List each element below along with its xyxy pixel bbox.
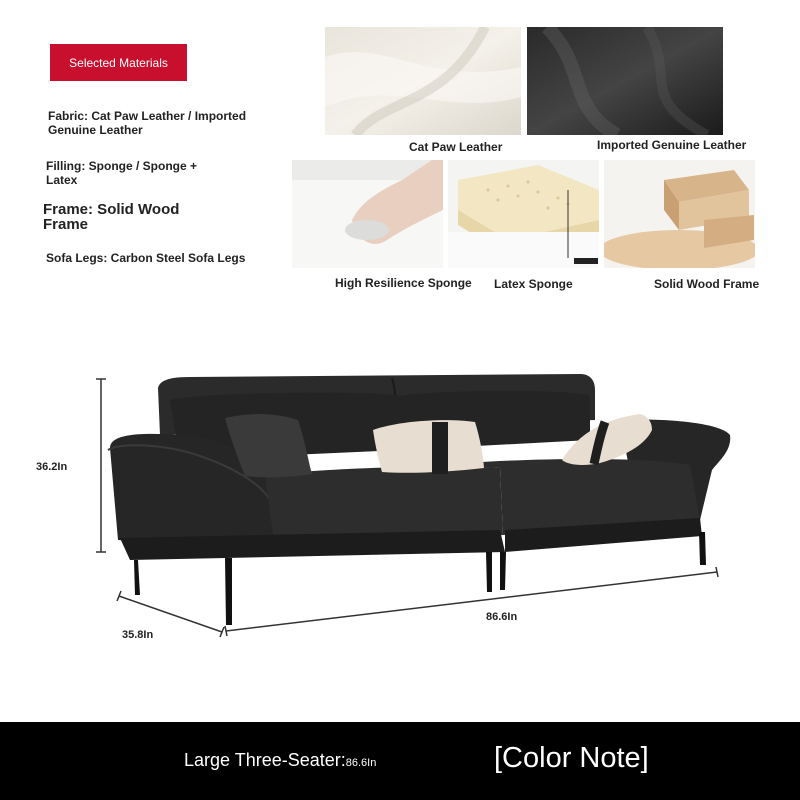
footer-bar — [0, 722, 800, 800]
color-note-label: [Color Note] — [494, 742, 649, 774]
latex-sponge-image — [448, 160, 599, 268]
legs-spec: Sofa Legs: Carbon Steel Sofa Legs — [46, 251, 246, 265]
model-size-label — [184, 750, 376, 771]
depth-dimension-label: 35.8In — [122, 629, 154, 641]
imported-genuine-leather-image — [527, 27, 723, 135]
solid-wood-frame-caption: Solid Wood Frame — [654, 277, 760, 291]
sofa-dimension-illustration — [0, 360, 800, 660]
solid-wood-frame-image — [604, 160, 755, 268]
width-dimension-label: 86.6In — [486, 611, 518, 623]
frame-spec: Frame: Solid Wood Frame — [43, 201, 180, 233]
cat-paw-leather-caption: Cat Paw Leather — [409, 140, 503, 154]
cat-paw-leather-image — [325, 27, 521, 135]
height-dimension-label: 36.2In — [36, 461, 68, 473]
high-resilience-sponge-image — [292, 160, 443, 268]
selected-materials-badge: Selected Materials — [50, 44, 187, 81]
fabric-spec: Fabric: Cat Paw Leather / Imported Genuine Leather — [48, 109, 247, 137]
model-name: Large Three-Seater: — [184, 750, 346, 770]
imported-genuine-leather-caption: Imported Genuine Leather — [597, 138, 747, 152]
filling-spec: Filling: Sponge / Sponge + Latex — [46, 159, 197, 187]
high-resilience-sponge-caption: High Resilience Sponge — [335, 276, 472, 290]
model-size-value: 86.6In — [345, 757, 377, 769]
latex-sponge-caption: Latex Sponge — [494, 277, 573, 291]
